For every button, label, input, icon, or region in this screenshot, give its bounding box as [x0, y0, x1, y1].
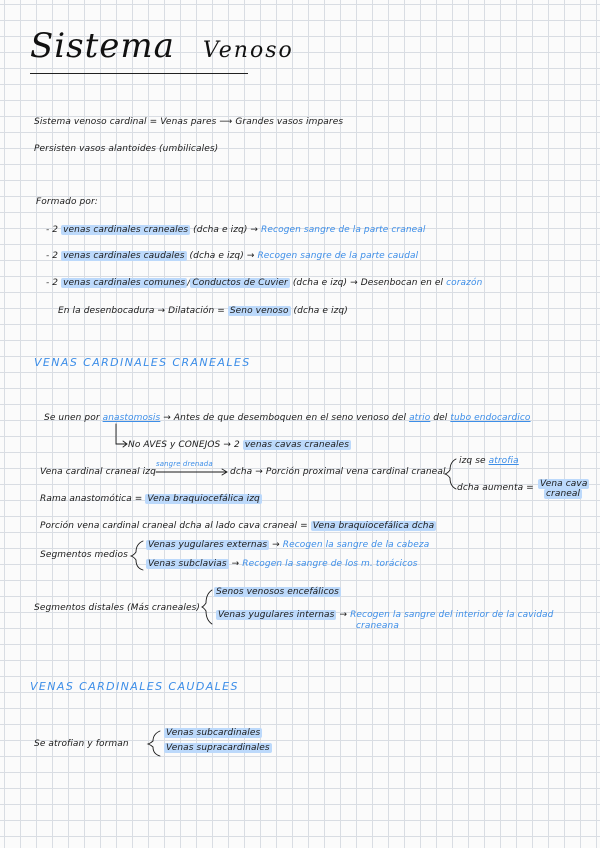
vena-cardinal-izq: Vena cardinal craneal izq [40, 467, 156, 477]
rama-anastomotica: Rama anastomótica = Vena braquiocefálica izq [40, 494, 260, 504]
arrow-icon: → [255, 467, 263, 477]
intro-vasos-impares: Grandes vasos impares [235, 117, 344, 127]
medios-item-2: Venas subclavias → Recogen la sangre de los m. torácicos [148, 559, 418, 569]
distales-item-2: Venas yugulares internas → Recogen la sangre del interior de la cavidad [218, 610, 554, 620]
highlight-term: Venas subcardinales [166, 728, 261, 738]
title-first: Sistema [30, 26, 175, 66]
highlight-term: Vena braquiocefálica dcha [312, 521, 435, 531]
highlight-term: Venas subclavias [148, 559, 227, 569]
highlight-term: Venas supracardinales [166, 743, 270, 753]
porcion-dcha: Porción vena cardinal craneal dcha al lado cava craneal = Vena braquiocefálica dcha [40, 521, 435, 531]
highlight-term: venas cardinales caudales [63, 251, 185, 261]
section-heading-craneales: VENAS CARDINALES CRANEALES [34, 356, 251, 369]
branch-dcha: dcha aumenta = [457, 483, 534, 493]
highlight-term: Venas yugulares internas [218, 610, 335, 620]
formado-label: Formado por: [36, 197, 98, 207]
arrow-icon: → [246, 251, 255, 261]
porcion-proximal-line: dcha → Porción proximal vena cardinal craneal [230, 467, 446, 477]
highlight-term: craneal [546, 489, 581, 499]
desembocadura-line: En la desenbocadura → Dilatación = Seno venoso (dcha e izq) [58, 306, 348, 316]
intro-venas-pares: Sistema venoso cardinal = Venas pares [34, 117, 217, 127]
sangre-drenada-label: sangre drenada [156, 460, 213, 468]
elbow-arrow [116, 424, 126, 444]
highlight-term: Senos venosos encefálicos [216, 587, 339, 597]
highlight-term: Conductos de Cuvier [192, 278, 288, 288]
caudales-label: Se atrofian y forman [34, 739, 129, 749]
section-heading-caudales: VENAS CARDINALES CAUDALES [30, 680, 239, 693]
highlight-term: Vena braquiocefálica izq [147, 494, 260, 504]
medios-brace [131, 541, 143, 570]
arrow-icon: → [339, 610, 348, 620]
unen-line: Se unen por anastomosis → Antes de que desemboquen en el seno venoso del atrio del tubo endocardico [44, 413, 531, 423]
segmentos-distales-label: Segmentos distales (Más craneales) [34, 603, 200, 613]
arrow-icon: → [157, 306, 166, 316]
aves-line: No AVES y CONEJOS → 2 venas cavas craneales [128, 440, 349, 450]
arrow-icon: ⟶ [219, 117, 233, 127]
distales-brace [202, 590, 212, 624]
formado-item-1: - 2 venas cardinales craneales (dcha e izq) → Recogen sangre de la parte craneal [46, 225, 426, 235]
arrow-icon: → [350, 278, 358, 288]
arrow-icon: → [231, 559, 240, 569]
arrow-icon: → [250, 225, 259, 235]
intro-line-2: Persisten vasos alantoides (umbilicales) [34, 144, 219, 154]
title-second: Venoso [202, 38, 294, 63]
caudales-brace [148, 731, 160, 756]
formado-item-3: - 2 venas cardinales comunes / Conductos de Cuvier (dcha e izq) → Desenbocan en el corazón [46, 278, 483, 288]
highlight-term: Vena cava [540, 479, 588, 489]
highlight-term: venas cardinales comunes [63, 278, 186, 288]
arrow-icon: → [272, 540, 280, 550]
distales-item-2-cont: craneana [356, 621, 399, 631]
highlight-term: venas cavas craneales [244, 440, 349, 450]
branch-izq: izq se atrofia [459, 456, 519, 466]
medios-item-1: Venas yugulares externas → Recogen la sangre de la cabeza [148, 540, 430, 550]
highlight-term: venas cardinales craneales [63, 225, 189, 235]
branch-brace [445, 459, 456, 489]
arrow-icon: → [163, 413, 171, 423]
highlight-term: Seno venoso [229, 306, 289, 316]
arrow-icon: → [223, 440, 231, 450]
segmentos-medios-label: Segmentos medios [40, 550, 128, 560]
highlight-term: Venas yugulares externas [148, 540, 268, 550]
formado-item-2: - 2 venas cardinales caudales (dcha e izq) → Recogen sangre de la parte caudal [46, 251, 419, 261]
